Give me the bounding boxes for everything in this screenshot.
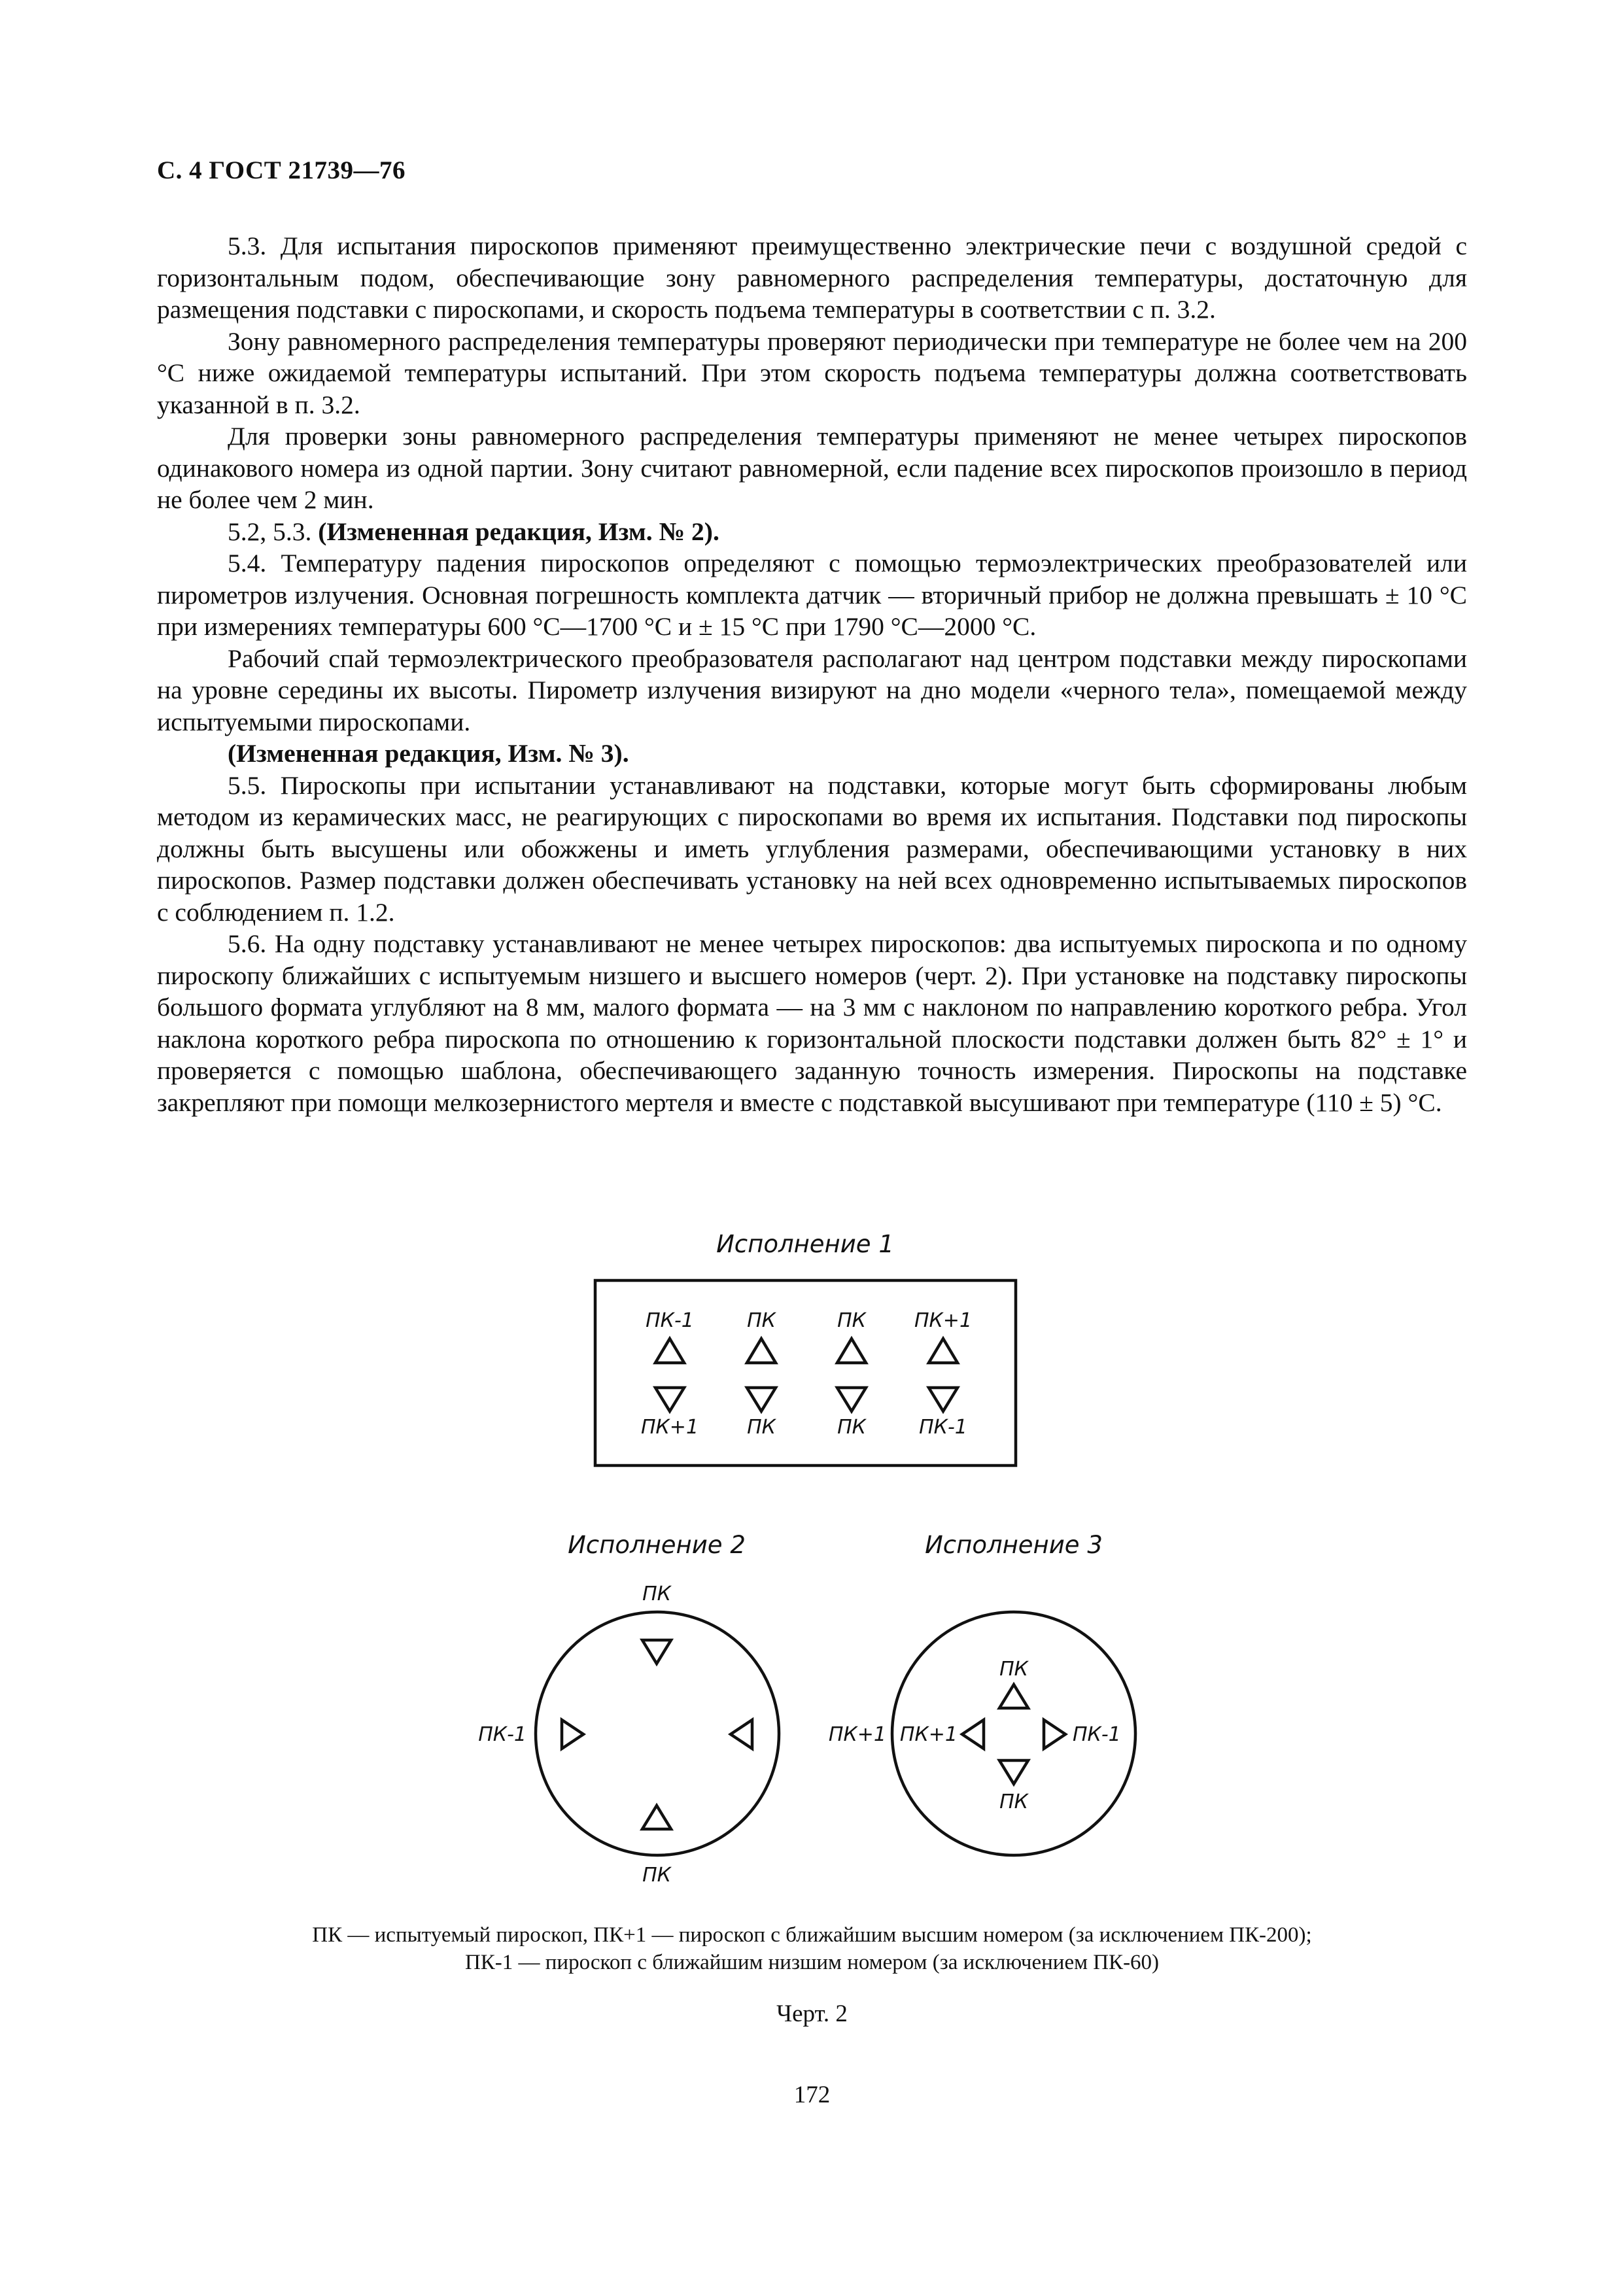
variant-2-board [536,1612,779,1855]
v3-triangle-top [999,1685,1028,1708]
paragraph-5-6: 5.6. На одну подставку устанавливают не менее четырех пироскопов: два испытуемых пироскопа и по одному пироскопу ближайших с испытуемым низшего и высшего номеров (черт. 2). При установке на подставку пироскопы большого формата углубляют на 8 мм, малого формата — на 3 мм с наклоном по направлению короткого ребра. Угол наклона короткого ребра пироскопа по отношению к горизонтальной плоскости подставки должен быть 82° ± 1° и проверяется с помощью шаблона, обеспечивающего заданную точность измерения. Пироскопы на подставке закрепляют при помощи мелкозернистого мертеля и вместе с подставкой высушивают при температуре (110 ± 5) °С. [157,929,1467,1117]
v1-bottom-label-3: ПК [837,1416,866,1439]
v1-triangle-down-4 [929,1388,958,1411]
variant-1-title: Исполнение 1 [716,1230,894,1258]
v2-triangle-right [731,1720,752,1749]
v3-outer-left-label: ПК+1 [828,1723,886,1746]
v3-triangle-left [962,1720,984,1749]
paragraph-5-5: 5.5. Пироскопы при испытании устанавливают на подставки, которые могут быть сформированы любым методом из керамических масс, не реагирующих с пироскопами во время их испытания. Подставки под пироскопы должны быть высушены или обожжены и иметь углубления размерами, обеспечивающими установку в них пироскопов. Размер подставки должен обеспечивать установку на ней всех одновременно испытываемых пироскопов с соблюдением п. 1.2. [157,770,1467,927]
v1-top-label-3: ПК [837,1309,866,1332]
v1-top-label-4: ПК+1 [914,1309,973,1332]
v3-bottom-label: ПК [999,1791,1028,1813]
v1-top-label-1: ПК-1 [646,1309,694,1332]
v2-top-label: ПК [642,1583,671,1605]
amendment-note: (Измененная редакция, Изм. № 2). [318,517,719,546]
v2-bottom-label: ПК [642,1864,671,1887]
v1-triangle-up-3 [837,1339,866,1363]
v1-triangle-down-2 [747,1388,776,1411]
variant-2-title: Исполнение 2 [568,1531,746,1559]
v2-triangle-left [562,1720,583,1749]
v1-triangle-down-3 [837,1388,866,1411]
v1-triangle-up-4 [929,1339,958,1363]
paragraph-5-4: 5.4. Температуру падения пироскопов определяют с помощью термоэлектрических преобразователей или пирометров излучения. Основная погрешность комплекта датчик — вторичный прибор не должна превышать ± 10 °С при измерениях температуры 600 °С—1700 °С и ± 15 °С при 1790 °С—2000 °С. [157,549,1467,641]
figure-caption: Черт. 2 [776,2000,848,2027]
v3-triangle-bottom [999,1760,1028,1784]
variant-3-title: Исполнение 3 [925,1531,1103,1559]
v1-top-label-2: ПК [747,1309,776,1332]
v1-triangle-up-1 [655,1339,684,1363]
v1-bottom-label-2: ПК [747,1416,776,1439]
v3-inner-left-label: ПК+1 [899,1723,958,1746]
page-number: 172 [793,2082,831,2108]
v2-left-label: ПК-1 [478,1723,527,1746]
paragraph-5-3: 5.3. Для испытания пироскопов применяют преимущественно электрические печи с воздушной средой с горизонтальным подом, обеспечивающие зону равномерного распределения температуры, достаточную для размещения подставки с пироскопами, и скорость подъема температуры в соответствии с п. 3.2. [157,231,1467,324]
paragraph-thermocouple: Рабочий спай термоэлектрического преобразователя располагают над центром подставки между пироскопами на уровне середины их высоты. Пирометр излучения визируют на дно модели «черного тела», помещаемой между испытуемыми пироскопами. [157,643,1467,736]
v3-triangle-right [1044,1720,1065,1749]
paragraph-zone-method: Для проверки зоны равномерного распределения температуры применяют не менее четырех пироскопов одинакового номера из одной партии. Зону считают равномерной, если падение всех пироскопов произошло в период не более чем 2 мин. [157,422,1467,514]
v1-bottom-label-4: ПК-1 [919,1416,967,1439]
amendment-ref: 5.2, 5.3. [228,517,319,546]
v2-triangle-top [642,1640,671,1664]
paragraph-amendment-3: (Измененная редакция, Изм. № 3). [228,739,629,768]
paragraph-zone-check: Зону равномерного распределения температуры проверяют периодически при температуре не более чем на 200 °С ниже ожидаемой температуры испытаний. При этом скорость подъема температуры должна соответствовать указанной в п. 3.2. [157,326,1467,419]
v1-triangle-up-2 [747,1339,776,1363]
v1-bottom-label-1: ПК+1 [640,1416,699,1439]
v1-triangle-down-1 [655,1388,684,1411]
legend-line-1: ПК — испытуемый пироскоп, ПК+1 — пироскоп с ближайшим высшим номером (за исключением ПК-200); [312,1923,1312,1947]
figure-legend [157,1921,1467,1976]
v3-top-label: ПК [999,1658,1028,1681]
v3-right-label: ПК-1 [1073,1723,1121,1746]
legend-line-2: ПК-1 — пироскоп с ближайшим низшим номером (за исключением ПК-60) [464,1951,1160,1974]
v2-triangle-bottom [642,1806,671,1829]
page-header: С. 4 ГОСТ 21739—76 [157,156,406,184]
